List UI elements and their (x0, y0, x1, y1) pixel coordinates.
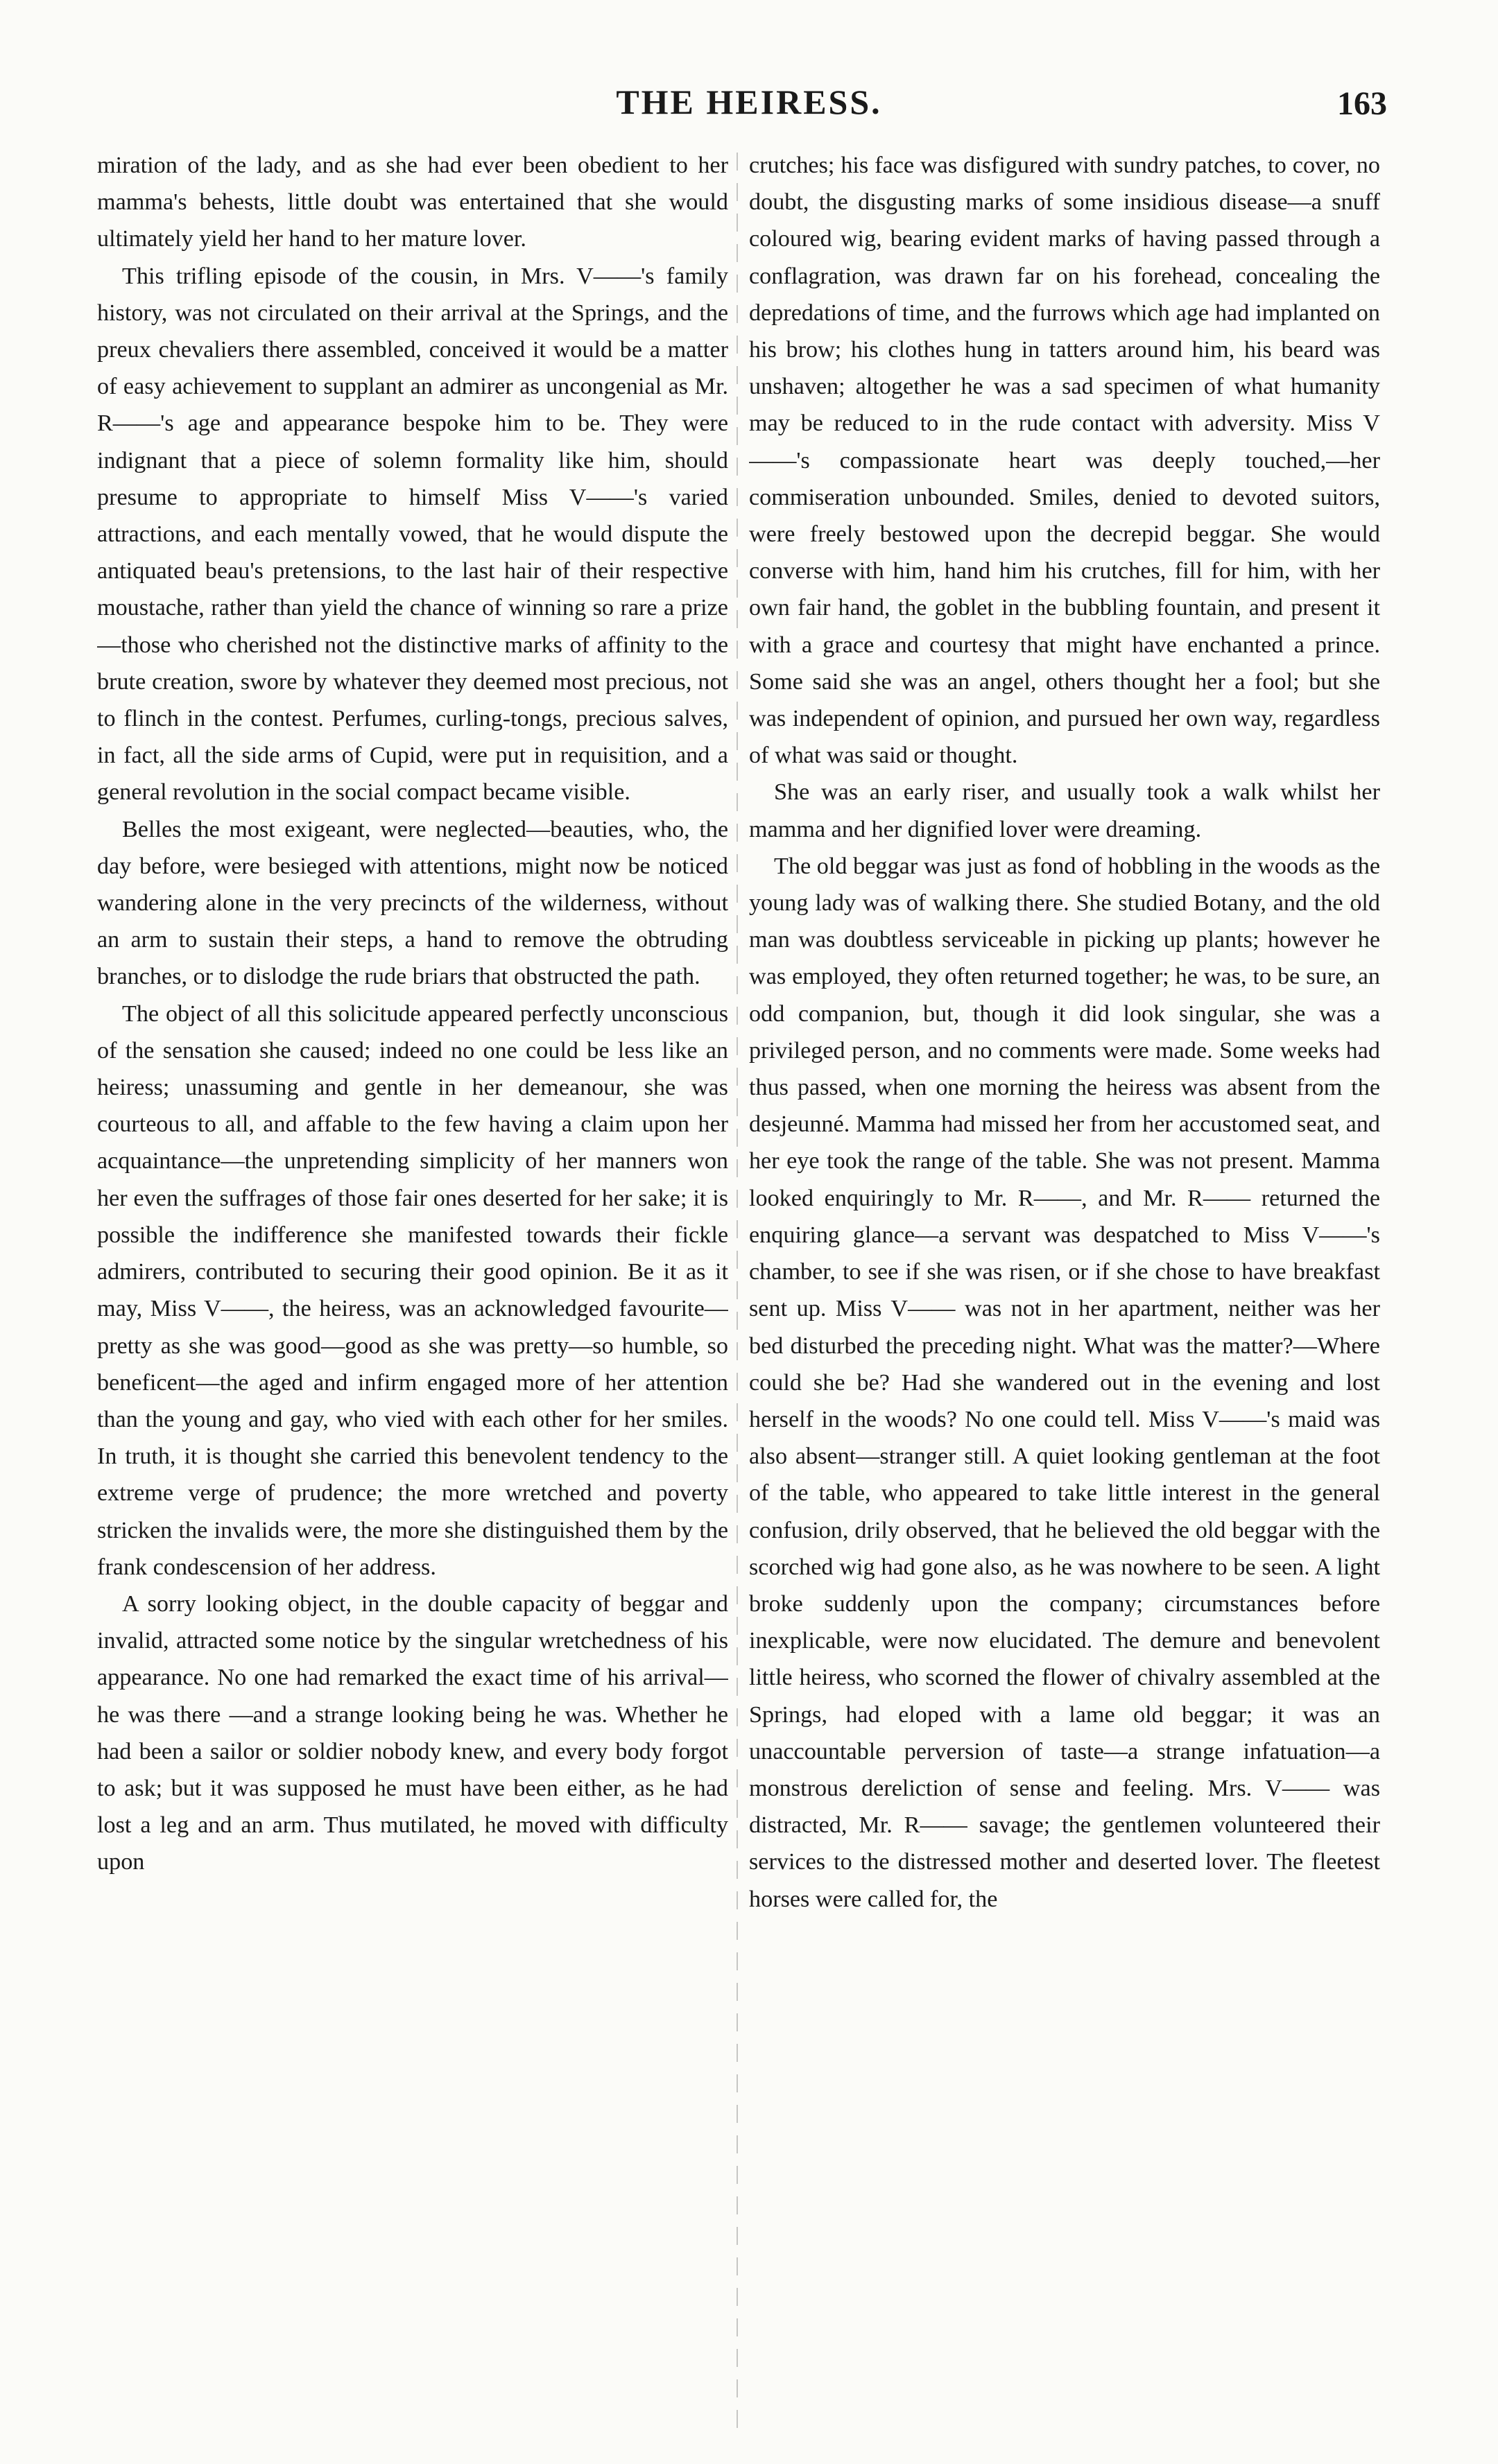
paragraph: A sorry looking object, in the double capacity of beggar and invalid, attracted some notice by the singular wretchedness of his appearance. No one had remarked the exact time of his arrival—he was there —and a strange looking being he was. Whether he had been a sailor or soldier nobody knew, and every body forgot to ask; but it was supposed he must have been either, as he had lost a leg and an arm. Thus mutilated, he moved with difficulty upon (97, 1590, 728, 1875)
paragraph: She was an early riser, and usually took a walk whilst her mamma and her dignified lover were dreaming. (749, 779, 1380, 842)
page-number: 163 (1337, 85, 1387, 122)
column-divider (737, 153, 738, 2440)
page-header (97, 82, 1401, 137)
paragraph: This trifling episode of the cousin, in Mrs. V——'s family history, was not circulated on their arrival at the Springs, and the preux chevaliers there assembled, conceived it would be a matter of easy achievement to supplant an admirer as uncongenial as Mr. R——'s age and appearance bespoke him to be. They were indignant that a piece of solemn formality like him, should presume to appropriate to himself Miss V——'s varied attractions, and each mentally vowed, that he would dispute the antiquated beau's pretensions, to the last hair of their respective moustache, rather than yield the chance of winning so rare a prize—those who cherished not the distinctive marks of affinity to the brute creation, swore by whatever they deemed most precious, not to flinch in the contest. Perfumes, curling-tongs, precious salves, in fact, all the side arms of Cupid, were put in requisition, and a general revolution in the social compact became visible. (97, 263, 728, 806)
right-column (749, 147, 1380, 2435)
paragraph: Belles the most exigeant, were neglected—beauties, who, the day before, were besieged with attentions, might now be noticed wandering alone in the very precincts of the wilderness, without an arm to sustain their steps, a hand to remove the obtruding branches, or to dislodge the rude briars that obstructed the path. (97, 816, 728, 990)
paragraph: crutches; his face was disfigured with sundry patches, to cover, no doubt, the disgusting marks of some insidious disease—a snuff coloured wig, bearing evident marks of having passed through a conflagration, was drawn far on his forehead, concealing the depredations of time, and the furrows which age had implanted on his brow; his clothes hung in tatters around him, his beard was unshaven; altogether he was a sad specimen of what humanity may be reduced to in the rude contact with adversity. Miss V——'s compassionate heart was deeply touched,—her commiseration unbounded. Smiles, denied to devoted suitors, were freely bestowed upon the decrepid beggar. She would converse with him, hand him his crutches, fill for him, with her own fair hand, the goblet in the bubbling fountain, and present it with a grace and courtesy that might have enchanted a prince. Some said she was an angel, others thought her a fool; but she was independent of opinion, and pursued her own way, regardless of what was said or thought. (749, 153, 1380, 769)
paragraph: The object of all this solicitude appeared perfectly unconscious of the sensation she caused; indeed no one could be less like an heiress; unassuming and gentle in her demeanour, she was courteous to all, and affable to the few having a claim upon her acquaintance—the unpretending simplicity of her manners won her even the suffrages of those fair ones deserted for her sake; it is possible the indifference she manifested towards their fickle admirers, contributed to securing their good opinion. Be it as it may, Miss V——, the heiress, was an acknowledged favourite—pretty as she was good—good as she was pretty—so humble, so beneficent—the aged and infirm engaged more of her attention than the young and gay, who vied with each other for her smiles. In truth, it is thought she carried this benevolent tendency to the extreme verge of prudence; the more wretched and poverty stricken the invalids were, the more she distinguished them by the frank condescension of her address. (97, 1000, 728, 1580)
running-title: THE HEIRESS. (616, 83, 882, 121)
paragraph: miration of the lady, and as she had ever been obedient to her mamma's behests, little doubt was entertained that she would ultimately yield her hand to her mature lover. (97, 153, 728, 252)
left-column (97, 147, 728, 2435)
paragraph: The old beggar was just as fond of hobbling in the woods as the young lady was of walking there. She studied Botany, and the old man was doubtless serviceable in picking up plants; however he was employed, they often returned together; he was, to be sure, an odd companion, but, though it did look singular, she was a privileged person, and no comments were made. Some weeks had thus passed, when one morning the heiress was absent from the desjeunné. Mamma had missed her from her accustomed seat, and her eye took the range of the table. She was not present. Mamma looked enquiringly to Mr. R——, and Mr. R—— returned the enquiring glance—a servant was despatched to Miss V——'s chamber, to see if she was risen, or if she chose to have breakfast sent up. Miss V—— was not in her apartment, neither was her bed disturbed the preceding night. What was the matter?—Where could she be? Had she wandered out in the evening and lost herself in the woods? No one could tell. Miss V——'s maid was also absent—stranger still. A quiet looking gentleman at the foot of the table, who appeared to take little interest in the general confusion, drily observed, that he believed the old beggar with the scorched wig had gone also, as he was nowhere to be seen. A light broke suddenly upon the company; circumstances before inexplicable, were now elucidated. The demure and benevolent little heiress, who scorned the flower of chivalry assembled at the Springs, had eloped with a lame old beggar; it was an unaccountable perversion of taste—a strange infatuation—a monstrous dereliction of sense and feeling. Mrs. V—— was distracted, Mr. R—— savage; the gentlemen volunteered their services to the distressed mother and deserted lover. The fleetest horses were called for, the (749, 853, 1380, 1912)
